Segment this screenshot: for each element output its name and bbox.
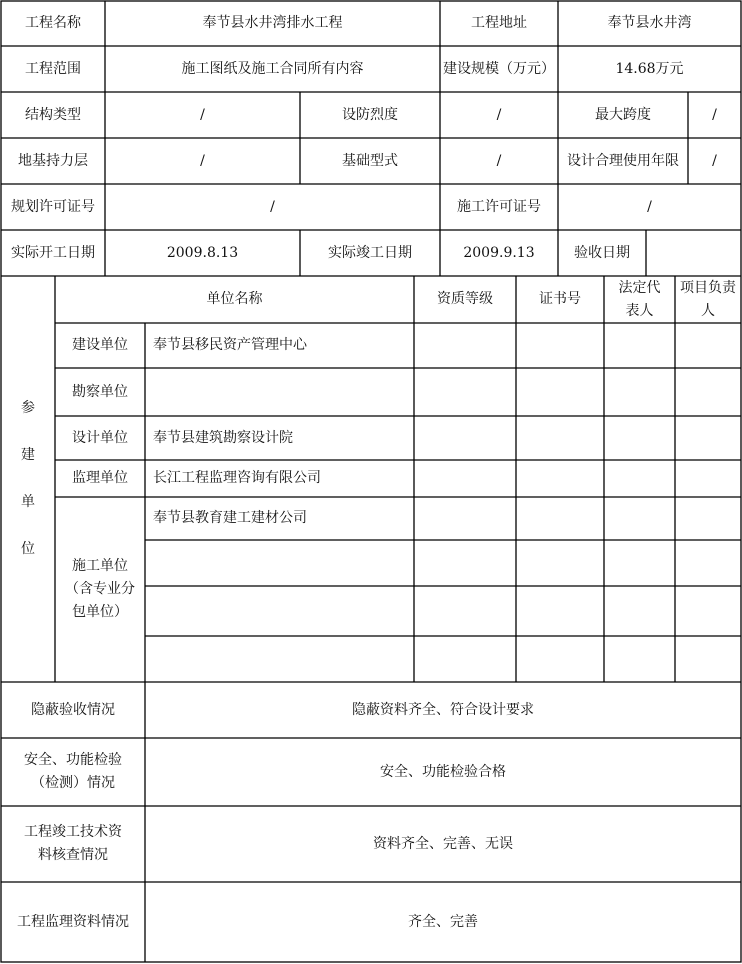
contractor-unit-name xyxy=(145,586,414,636)
acceptance-date-value xyxy=(646,230,741,276)
seismic-intensity-label: 设防烈度 xyxy=(342,106,398,123)
project-address-label: 工程地址 xyxy=(471,15,527,31)
completion-date-label: 实际竣工日期 xyxy=(328,244,412,261)
contractor-unit-name xyxy=(145,540,414,586)
header-certificate: 证书号 xyxy=(539,291,581,307)
build-scale-value: 14.68万元 xyxy=(615,60,684,77)
acceptance-date-label: 验收日期 xyxy=(574,244,630,261)
construction-permit-value: / xyxy=(647,198,652,215)
role-supervision-label: 监理单位 xyxy=(72,470,128,486)
role-owner-unit-name: 奉节县移民资产管理中心 xyxy=(153,337,307,353)
project-name-value: 奉节县水井湾排水工程 xyxy=(202,15,343,31)
technical-docs-check-label: 工程竣工技术资料核查情况 xyxy=(24,824,122,863)
header-unit-name: 单位名称 xyxy=(206,291,263,307)
max-span-label: 最大跨度 xyxy=(595,106,651,123)
safety-function-test-value: 安全、功能检验合格 xyxy=(380,763,506,780)
role-contractor-label: 施工单位（含专业分包单位） xyxy=(65,558,135,620)
build-scale-label: 建设规模（万元） xyxy=(443,60,555,77)
structure-type-label: 结构类型 xyxy=(25,106,81,123)
safety-function-test-label: 安全、功能检验（检测）情况 xyxy=(24,752,122,791)
planning-permit-value: / xyxy=(270,198,275,215)
participants-section-label xyxy=(1,276,55,682)
participants-label-char: 单 xyxy=(21,494,35,510)
planning-permit-label: 规划许可证号 xyxy=(11,198,95,215)
project-scope-value: 施工图纸及施工合同所有内容 xyxy=(181,60,364,77)
header-legal-representative: 法定代表人 xyxy=(618,279,661,319)
participants-label-char: 位 xyxy=(21,541,35,557)
contractor-unit-name xyxy=(145,636,414,682)
service-life-value: / xyxy=(712,152,717,169)
max-span-value: / xyxy=(712,106,717,123)
supervision-docs-value: 齐全、完善 xyxy=(408,913,478,930)
role-design-label: 设计单位 xyxy=(72,429,128,446)
role-design-unit-name: 奉节县建筑勘察设计院 xyxy=(153,429,293,446)
participants-label-char: 建 xyxy=(21,447,35,463)
role-supervision-unit-name: 长江工程监理咨询有限公司 xyxy=(153,470,321,486)
role-survey-label: 勘察单位 xyxy=(72,383,128,400)
project-scope-label: 工程范围 xyxy=(25,60,81,77)
role-owner-label: 建设单位 xyxy=(72,337,128,353)
header-project-lead: 项目负责人 xyxy=(680,279,736,319)
foundation-type-value: / xyxy=(496,152,502,169)
foundation-type-label: 基础型式 xyxy=(342,152,398,169)
construction-permit-label: 施工许可证号 xyxy=(457,198,541,215)
concealed-acceptance-label: 隐蔽验收情况 xyxy=(31,701,115,718)
foundation-layer-value: / xyxy=(200,152,205,169)
role-survey-unit-name xyxy=(145,368,414,416)
technical-docs-check-value: 资料齐全、完善、无误 xyxy=(373,835,513,852)
service-life-label: 设计合理使用年限 xyxy=(567,152,679,169)
contractor-unit-name: 奉节县教育建工建材公司 xyxy=(153,510,307,526)
start-date-label: 实际开工日期 xyxy=(11,244,95,261)
header-qualification: 资质等级 xyxy=(437,291,493,307)
seismic-intensity-value: / xyxy=(496,106,502,123)
completion-date-value: 2009.9.13 xyxy=(463,244,535,261)
foundation-layer-label: 地基持力层 xyxy=(18,152,88,169)
participants-label-char: 参 xyxy=(21,400,35,416)
supervision-docs-label: 工程监理资料情况 xyxy=(17,913,129,930)
concealed-acceptance-value: 隐蔽资料齐全、符合设计要求 xyxy=(352,701,534,718)
project-name-label: 工程名称 xyxy=(25,15,81,31)
start-date-value: 2009.8.13 xyxy=(166,244,239,261)
project-address-value: 奉节县水井湾 xyxy=(607,15,692,31)
structure-type-value: / xyxy=(200,106,205,123)
